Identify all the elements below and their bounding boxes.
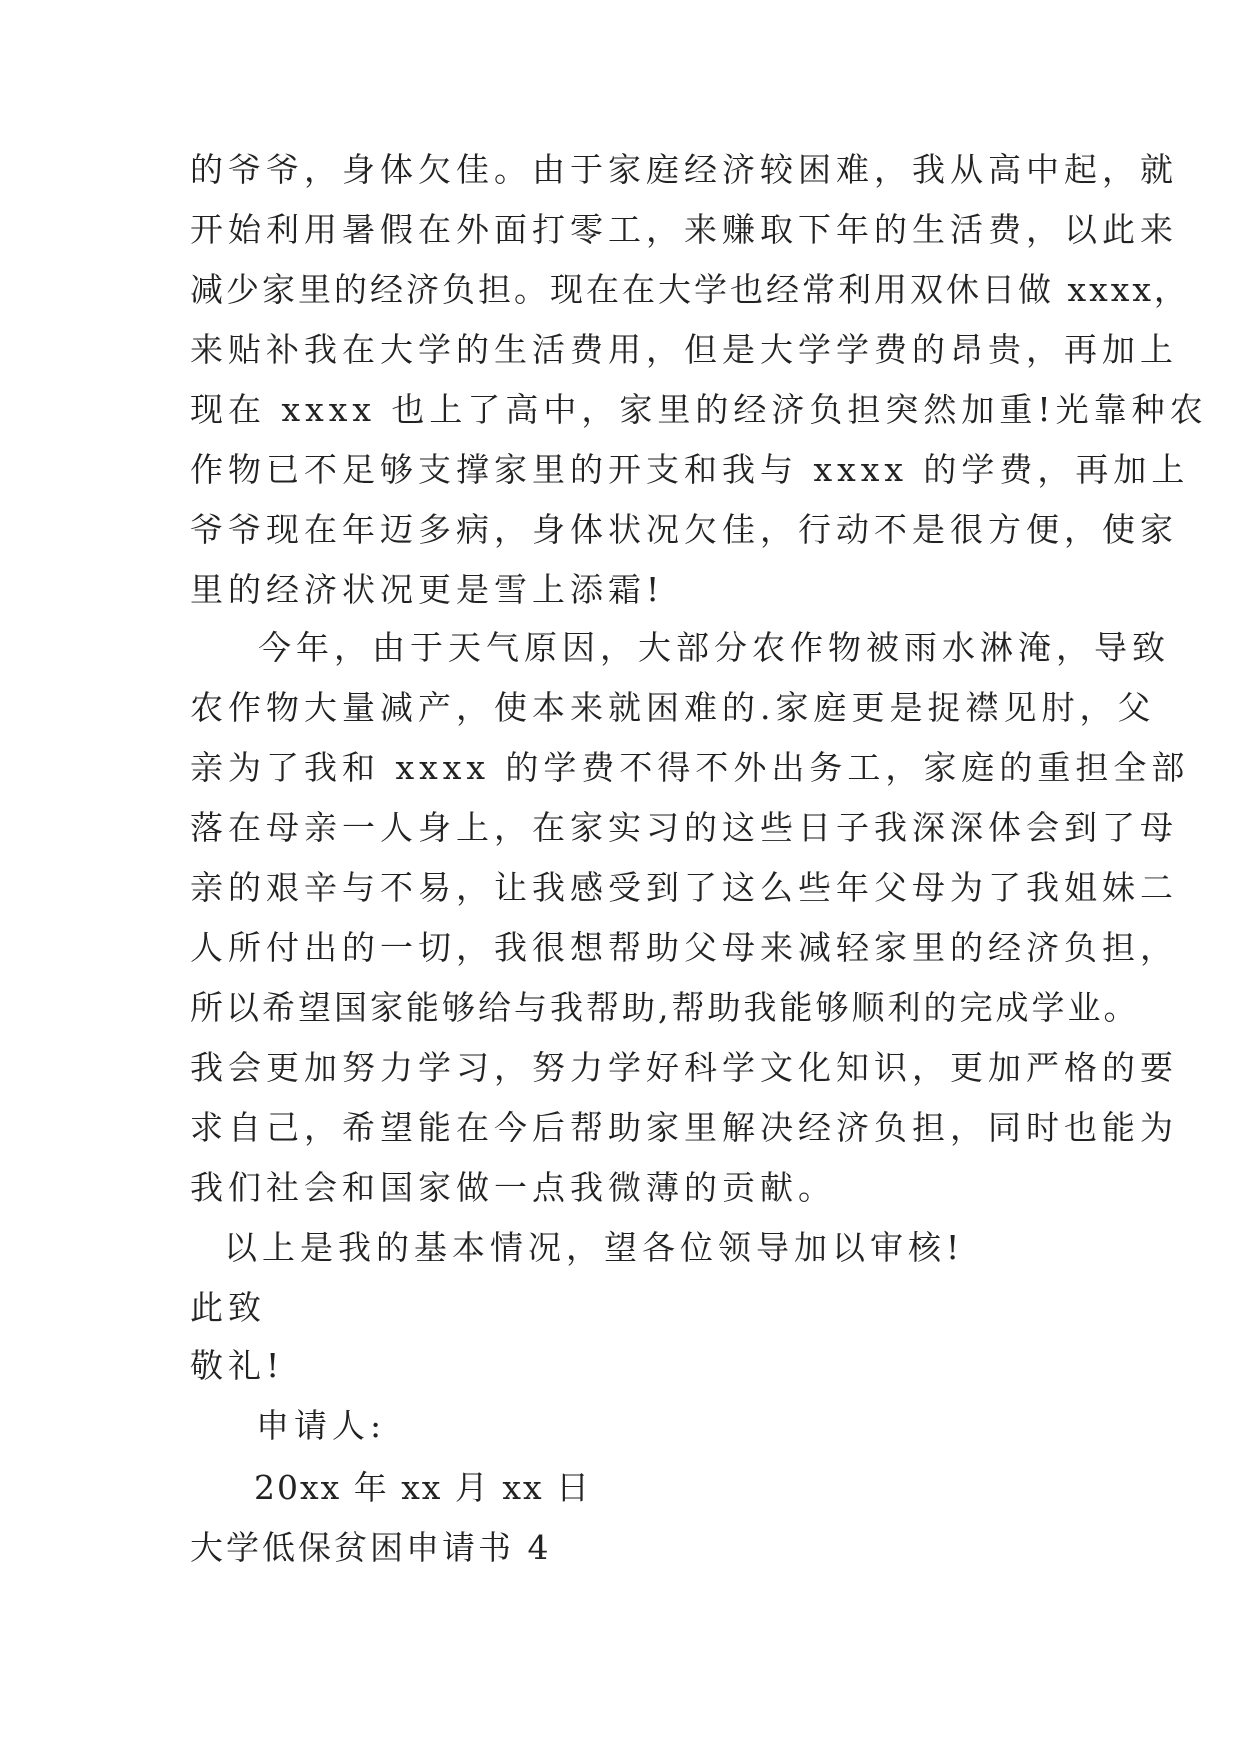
paragraph2-line: 亲的艰辛与不易，让我感受到了这么些年父母为了我姐妹二: [190, 868, 1178, 907]
paragraph2-line: 我们社会和国家做一点我微薄的贡献。: [190, 1168, 836, 1207]
paragraph2-line: 我会更加努力学习，努力学好科学文化知识，更加严格的要: [190, 1048, 1178, 1087]
paragraph1-line: 作物已不足够支撑家里的开支和我与 xxxx 的学费，再加上: [190, 450, 1190, 489]
paragraph1-line: 里的经济状况更是雪上添霜!: [190, 570, 665, 609]
paragraph2-line: 落在母亲一人身上，在家实习的这些日子我深深体会到了母: [190, 808, 1178, 847]
paragraph2-line: 农作物大量减产，使本来就困难的.家庭更是捉襟见肘，父: [190, 688, 1156, 727]
closing-line: 以上是我的基本情况，望各位领导加以审核!: [224, 1228, 965, 1267]
next-section-title: 大学低保贫困申请书 4: [190, 1528, 552, 1567]
salutation-jingli: 敬礼!: [190, 1346, 285, 1385]
paragraph2-line: 亲为了我和 xxxx 的学费不得不外出务工，家庭的重担全部: [190, 748, 1190, 787]
paragraph1-line: 爷爷现在年迈多病，身体状况欠佳，行动不是很方便，使家: [190, 510, 1178, 549]
paragraph1-line: 减少家里的经济负担。现在在大学也经常利用双休日做 xxxx，: [190, 270, 1190, 309]
paragraph1-line: 来贴补我在大学的生活费用，但是大学学费的昂贵，再加上: [190, 330, 1178, 369]
paragraph2-line: 求自己，希望能在今后帮助家里解决经济负担，同时也能为: [190, 1108, 1178, 1147]
paragraph1-line: 的爷爷，身体欠佳。由于家庭经济较困难，我从高中起，就: [190, 150, 1178, 189]
salutation-cizhi: 此致: [190, 1288, 266, 1327]
paragraph2-line: 今年，由于天气原因，大部分农作物被雨水淋淹，导致: [258, 628, 1170, 667]
paragraph1-line: 开始利用暑假在外面打零工，来赚取下年的生活费，以此来: [190, 210, 1178, 249]
paragraph2-line: 所以希望国家能够给与我帮助,帮助我能够顺利的完成学业。: [190, 988, 1140, 1027]
paragraph2-line: 人所付出的一切，我很想帮助父母来减轻家里的经济负担，: [190, 928, 1178, 967]
applicant-label: 申请人:: [256, 1406, 387, 1445]
paragraph1-line: 现在 xxxx 也上了高中，家里的经济负担突然加重!光靠种农: [190, 390, 1208, 429]
date-line: 20xx 年 xx 月 xx 日: [254, 1468, 592, 1507]
